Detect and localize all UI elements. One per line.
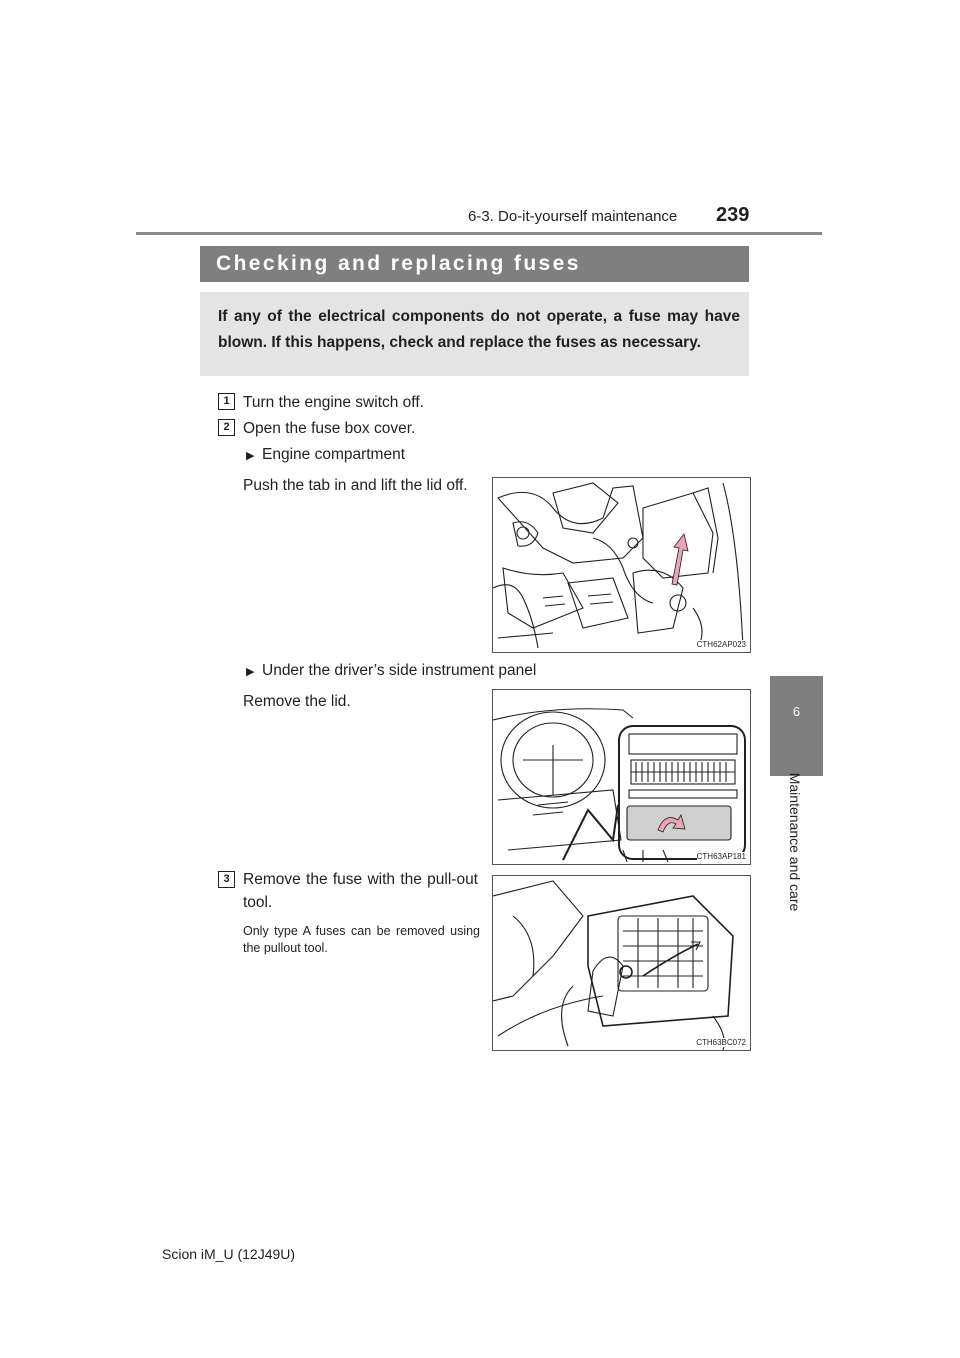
pullout-tool-illustration <box>493 876 750 1050</box>
engine-illustration <box>493 478 750 652</box>
intro-text: If any of the electrical components do not operate, a fuse may have blown. If this happens, check and replace the fuses as necessary. <box>218 308 740 351</box>
arrow-bullet-icon: ▶ <box>246 666 255 678</box>
pullout-note: Only type A fuses can be removed using the pullout tool. <box>243 924 480 955</box>
title-bar <box>200 246 749 282</box>
instrument-panel-figure <box>492 689 751 865</box>
step-text-3: Remove the fuse with the pull-out tool. <box>243 871 478 911</box>
step-number-3: 3 <box>218 871 235 888</box>
pullout-tool-figure <box>492 875 751 1051</box>
intro-box <box>200 292 749 376</box>
chapter-tab <box>770 676 823 776</box>
step-number-2: 2 <box>218 419 235 436</box>
footer-model: Scion iM_U (12J49U) <box>162 1246 296 1262</box>
engine-instruction: Push the tab in and lift the lid off. <box>243 477 468 494</box>
chapter-title: Maintenance and care <box>787 772 803 912</box>
engine-compartment-figure <box>492 477 751 653</box>
panel-instruction: Remove the lid. <box>243 693 351 710</box>
chapter-number: 6 <box>792 704 801 719</box>
figure-code: CTH63AP181 <box>696 852 746 861</box>
figure-code: CTH63BC072 <box>696 1038 746 1047</box>
arrow-bullet-icon: ▶ <box>246 450 255 462</box>
chapter-title-label <box>765 772 825 912</box>
panel-heading: Under the driver’s side instrument panel <box>262 662 537 679</box>
lift-arrow-icon <box>672 534 688 585</box>
section-header: 6-3. Do-it-yourself maintenance <box>468 208 678 225</box>
instrument-panel-illustration <box>493 690 750 864</box>
figure-code: CTH62AP023 <box>696 640 746 649</box>
step-text-1: Turn the engine switch off. <box>243 394 424 411</box>
engine-heading: Engine compartment <box>262 446 406 463</box>
header-rule <box>136 232 822 235</box>
step-number-1: 1 <box>218 393 235 410</box>
page-title: Checking and replacing fuses <box>216 252 581 275</box>
step-text-2: Open the fuse box cover. <box>243 420 416 437</box>
page-number: 239 <box>716 204 750 226</box>
